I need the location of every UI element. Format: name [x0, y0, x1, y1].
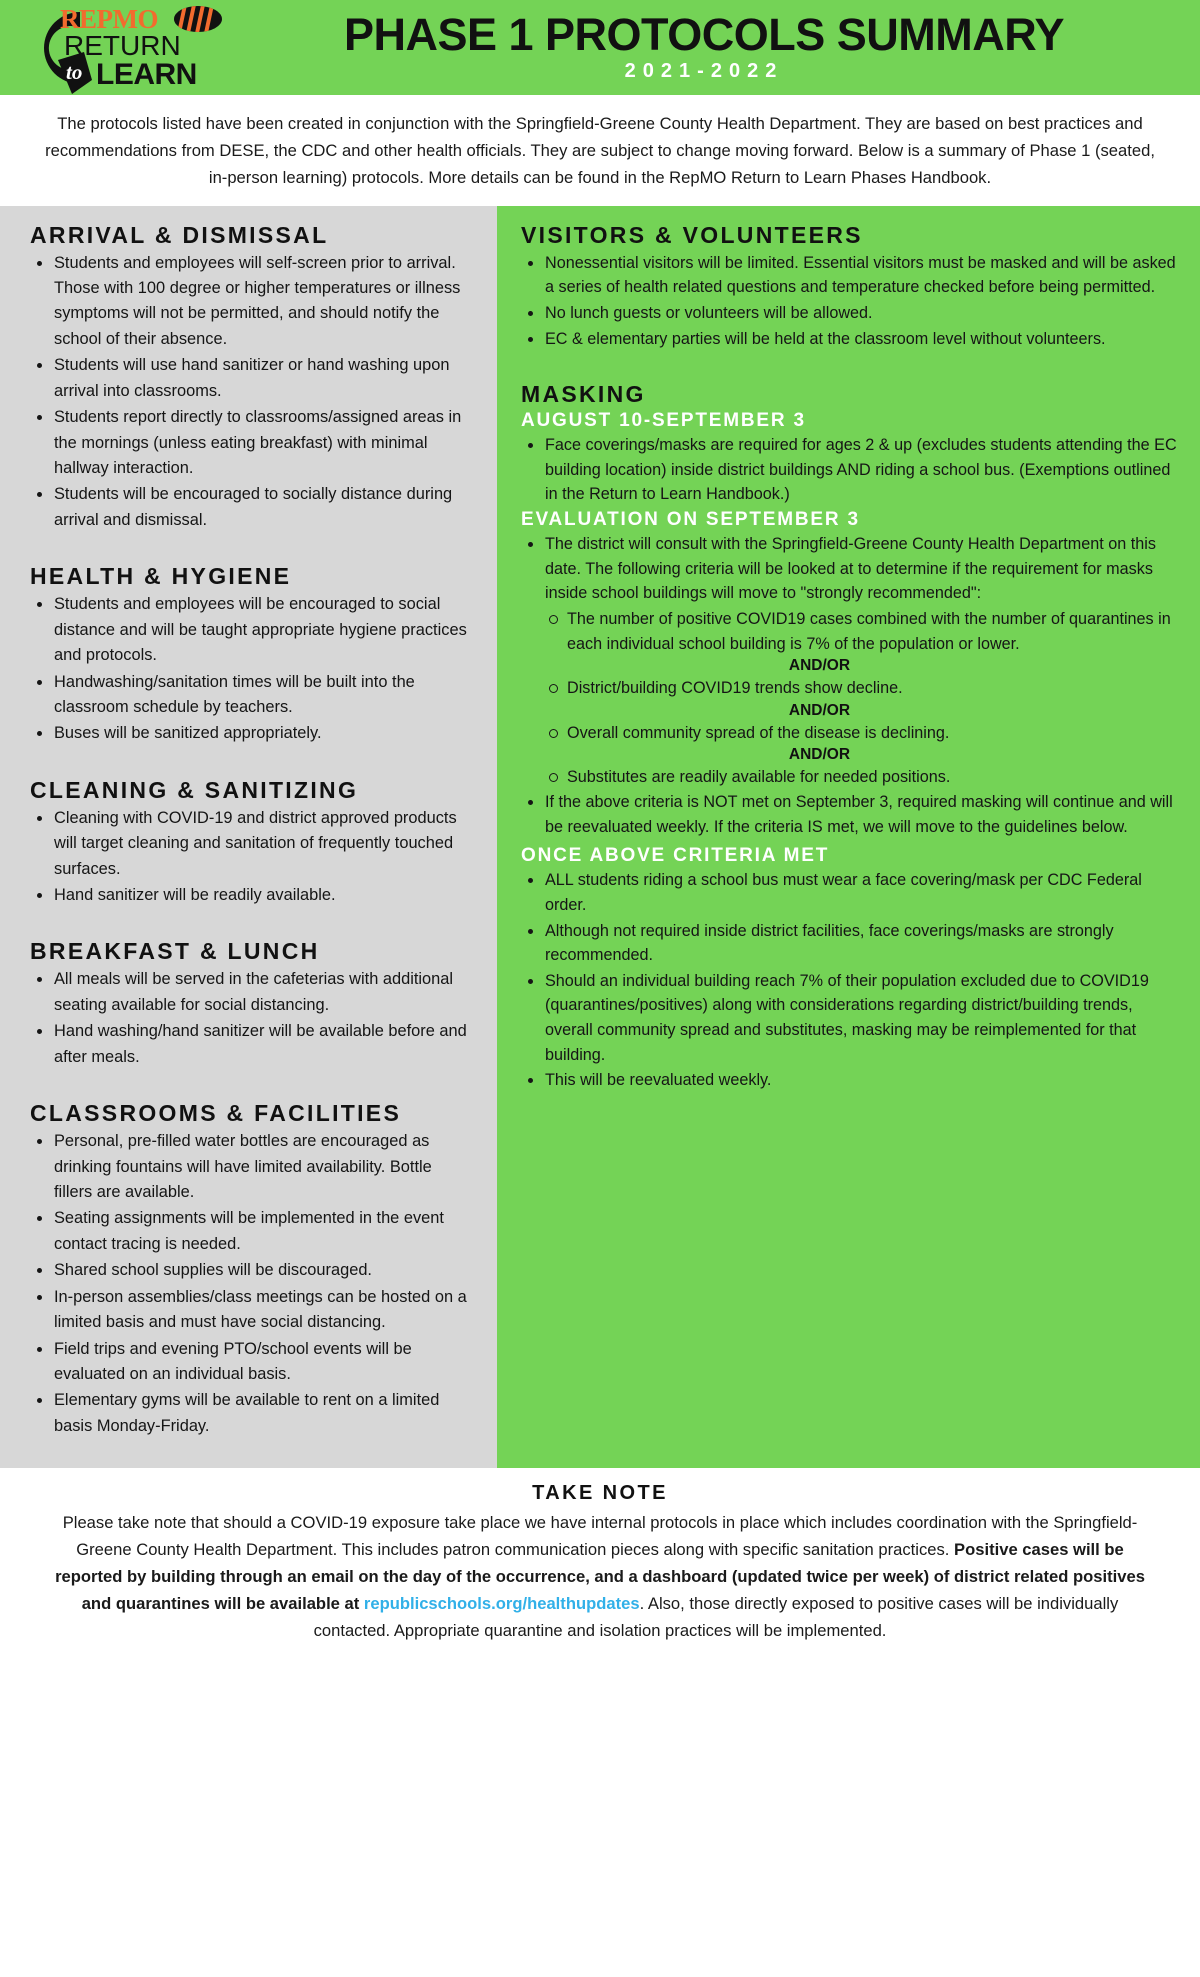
list-item: If the above criteria is NOT met on September 3, required masking will continue and will be reevaluated weekly. If the criteria IS met, we will move to the guidelines below.	[521, 790, 1178, 839]
footer-text-part1: Please take note that should a COVID-19 exposure take place we have internal protocols in place which includes coordination with the Springfield-Greene County Health Department. This includes patron communication pieces along with specific sanitation practices.	[62, 1513, 1138, 1560]
list-item: In-person assemblies/class meetings can be hosted on a limited basis and must have social distancing.	[30, 1285, 471, 1336]
section-list	[30, 967, 471, 1070]
list-item: Personal, pre-filled water bottles are encouraged as drinking fountains will have limited availability. Bottle fillers are available.	[30, 1129, 471, 1205]
logo-repmo-text: REPMO	[60, 3, 158, 34]
take-note-footer	[0, 1468, 1200, 1660]
list-item: No lunch guests or volunteers will be allowed.	[521, 301, 1178, 326]
list-item: Buses will be sanitized appropriately.	[30, 721, 471, 746]
section-heading: VISITORS & VOLUNTEERS	[521, 221, 863, 248]
evaluation-closing-list	[521, 790, 1178, 839]
section-heading: MASKING	[521, 381, 646, 408]
section-classrooms-facilities	[30, 1100, 471, 1439]
list-item: Shared school supplies will be discouraged.	[30, 1258, 471, 1283]
health-updates-link[interactable]: republicschools.org/healthupdates	[363, 1593, 640, 1613]
masking-period1-list	[521, 433, 1178, 507]
list-item: Students and employees will be encouraged to social distance and will be taught appropriate hygiene practices and protocols.	[30, 592, 471, 668]
criteria-connector: AND/OR	[788, 701, 851, 719]
page-title: PHASE 1 PROTOCOLS SUMMARY	[343, 8, 1065, 60]
once-criteria-met-list	[521, 868, 1178, 1093]
subsection-heading-evaluation: EVALUATION ON SEPTEMBER 3	[521, 509, 860, 530]
list-item: Students and employees will self-screen prior to arrival. Those with 100 degree or higher temperatures or illness symptoms will not be permitted, and should notify the school of their absence.	[30, 251, 471, 353]
intro-paragraph: The protocols listed have been created in conjunction with the Springfield-Greene County Health Department. They are based on best practices and recommendations from DESE, the CDC and other health officials. They are subject to change moving forward. Below is a summary of Phase 1 (seated, in-person learning) protocols. More details can be found in the RepMO Return to Learn Phases Handbook.	[0, 95, 1200, 206]
list-item: Handwashing/sanitation times will be built into the classroom schedule by teachers.	[30, 670, 471, 721]
criteria-item: Overall community spread of the disease is declining.	[543, 721, 1178, 746]
section-heading: CLASSROOMS & FACILITIES	[30, 1100, 402, 1127]
right-column	[497, 206, 1200, 1469]
list-item: EC & elementary parties will be held at the classroom level without volunteers.	[521, 327, 1178, 352]
page-header	[0, 0, 1200, 95]
section-list	[30, 1129, 471, 1439]
subsection-heading-once-criteria-met: ONCE ABOVE CRITERIA MET	[521, 845, 830, 867]
logo-return-text: RETURN	[64, 29, 181, 61]
section-list	[30, 806, 471, 909]
list-item: The district will consult with the Springfield-Greene County Health Department on this date. The following criteria will be looked at to determine if the requirement for masks inside school buildings will move to "strongly recommended":	[521, 532, 1178, 606]
list-item: Field trips and evening PTO/school events will be evaluated on an individual basis.	[30, 1337, 471, 1388]
evaluation-criteria-list	[543, 721, 1178, 746]
section-visitors-volunteers	[521, 222, 1178, 352]
list-item: Elementary gyms will be available to rent on a limited basis Monday-Friday.	[30, 1388, 471, 1439]
left-column	[0, 206, 497, 1469]
repmo-return-to-learn-logo	[22, 2, 222, 94]
protocol-columns	[0, 206, 1200, 1469]
section-list	[521, 251, 1178, 352]
list-item: Nonessential visitors will be limited. Essential visitors must be masked and will be asked a series of health related questions and temperature checked before being permitted.	[521, 251, 1178, 300]
section-heading: CLEANING & SANITIZING	[30, 776, 359, 803]
evaluation-list	[521, 532, 1178, 606]
evaluation-criteria-list	[543, 765, 1178, 790]
section-masking	[521, 381, 1178, 1093]
list-item: Students will use hand sanitizer or hand washing upon arrival into classrooms.	[30, 353, 471, 404]
criteria-item: District/building COVID19 trends show decline.	[543, 676, 1178, 701]
logo-to-text: to	[66, 59, 83, 84]
criteria-item: Substitutes are readily available for needed positions.	[543, 765, 1178, 790]
section-cleaning-sanitizing	[30, 777, 471, 909]
criteria-connector: AND/OR	[788, 746, 851, 764]
list-item: All meals will be served in the cafeterias with additional seating available for social distancing.	[30, 967, 471, 1018]
list-item: Students will be encouraged to socially distance during arrival and dismissal.	[30, 482, 471, 533]
list-item: Students report directly to classrooms/assigned areas in the mornings (unless eating breakfast) with minimal hallway interaction.	[30, 405, 471, 481]
header-titles	[222, 8, 1182, 84]
section-breakfast-lunch	[30, 938, 471, 1070]
section-arrival-dismissal	[30, 222, 471, 534]
subsection-heading-august-september: AUGUST 10-SEPTEMBER 3	[521, 410, 806, 432]
section-heading: HEALTH & HYGIENE	[30, 563, 292, 590]
list-item: Cleaning with COVID-19 and district approved products will target cleaning and sanitation of frequently touched surfaces.	[30, 806, 471, 882]
footer-paragraph	[42, 1510, 1158, 1644]
page-subtitle-year: 2021-2022	[624, 60, 784, 83]
evaluation-criteria-list	[543, 607, 1178, 656]
list-item: Hand sanitizer will be readily available.	[30, 883, 471, 908]
section-heading: BREAKFAST & LUNCH	[30, 938, 320, 965]
tiger-mascot-icon	[174, 6, 222, 32]
evaluation-criteria-list	[543, 676, 1178, 701]
section-health-hygiene	[30, 563, 471, 747]
list-item: ALL students riding a school bus must wear a face covering/mask per CDC Federal order.	[521, 868, 1178, 917]
footer-text-bold: Positive cases will be reported by building through an email on the day of the occurrence, and a dashboard (updated twice per week) of district related positives and quarantines will be available at	[55, 1540, 1145, 1613]
footer-text-part2: . Also, those directly exposed to positive cases will be individually contacted. Appropriate quarantine and isolation practices will be implemented.	[313, 1593, 1119, 1640]
criteria-connector: AND/OR	[788, 657, 851, 675]
list-item: Should an individual building reach 7% of their population excluded due to COVID19 (quarantines/positives) along with considerations regarding district/building trends, overall community spread and substitutes, masking may be reimplemented for that building.	[521, 969, 1178, 1068]
footer-heading: TAKE NOTE	[532, 1482, 668, 1505]
section-list	[30, 251, 471, 534]
section-heading: ARRIVAL & DISMISSAL	[30, 221, 329, 248]
list-item: Although not required inside district facilities, face coverings/masks are strongly recommended.	[521, 919, 1178, 968]
list-item: Seating assignments will be implemented in the event contact tracing is needed.	[30, 1206, 471, 1257]
list-item: Face coverings/masks are required for ages 2 & up (excludes students attending the EC building location) inside district buildings AND riding a school bus. (Exemptions outlined in the Return to Learn Handbook.)	[521, 433, 1178, 507]
list-item: Hand washing/hand sanitizer will be available before and after meals.	[30, 1019, 471, 1070]
logo-learn-text: LEARN	[96, 57, 197, 91]
criteria-item: The number of positive COVID19 cases combined with the number of quarantines in each individual school building is 7% of the population or lower.	[543, 607, 1178, 656]
list-item: This will be reevaluated weekly.	[521, 1068, 1178, 1093]
section-list	[30, 592, 471, 747]
